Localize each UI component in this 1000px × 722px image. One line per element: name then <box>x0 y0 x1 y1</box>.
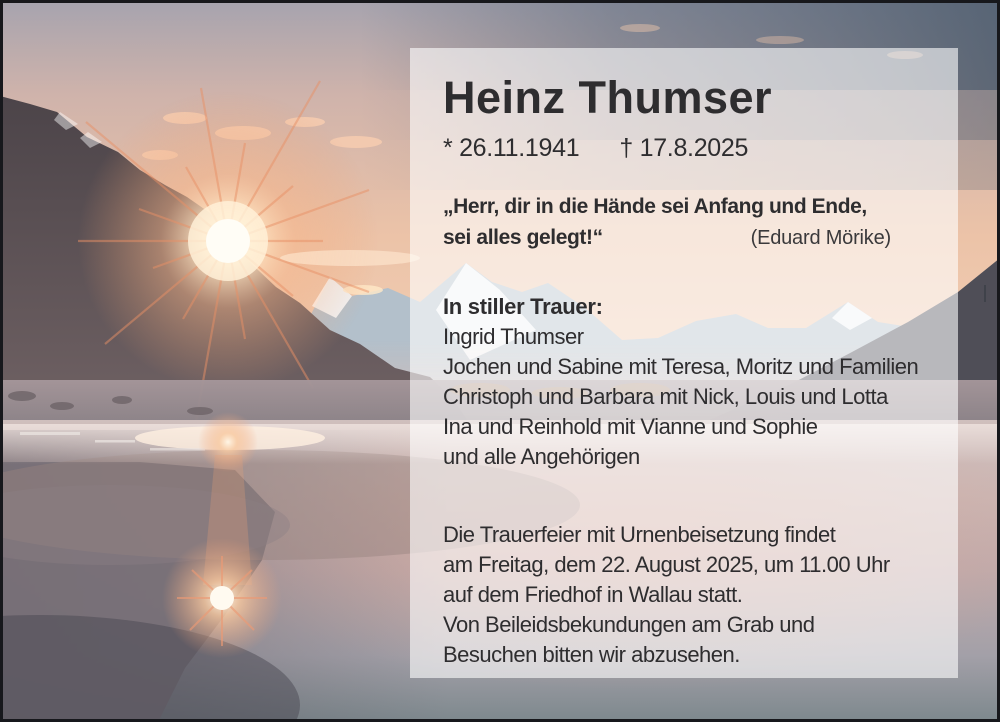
mourner-line: Ingrid Thumser <box>443 324 584 349</box>
mourners-block <box>443 292 918 472</box>
quote-attribution: (Eduard Mörike) <box>750 227 891 249</box>
ceremony-line: Von Beileidsbekundungen am Grab und <box>443 612 815 637</box>
memorial-quote <box>443 191 891 254</box>
ceremony-line: auf dem Friedhof in Wallau statt. <box>443 582 743 607</box>
quote-line-1: „Herr, dir in die Hände sei Anfang und Ende, <box>443 195 867 218</box>
mourning-header: In stiller Trauer: <box>443 294 603 319</box>
mourner-line: Christoph und Barbara mit Nick, Louis und Lotta <box>443 384 888 409</box>
ceremony-line: Besuchen bitten wir abzusehen. <box>443 642 740 667</box>
birth-date: * 26.11.1941 <box>443 134 580 162</box>
mourner-line: und alle Angehörigen <box>443 444 640 469</box>
mourner-line: Ina und Reinhold mit Vianne und Sophie <box>443 414 818 439</box>
deceased-name: Heinz Thumser <box>443 72 773 123</box>
ceremony-info-block <box>443 520 890 670</box>
ceremony-line: Die Trauerfeier mit Urnenbeisetzung findet <box>443 522 836 547</box>
notice-panel <box>410 48 958 678</box>
life-dates <box>443 134 748 163</box>
ceremony-line: am Freitag, dem 22. August 2025, um 11.00 Uhr <box>443 552 890 577</box>
mourner-line: Jochen und Sabine mit Teresa, Moritz und Familien <box>443 354 919 379</box>
quote-line-2: sei alles gelegt!“ <box>443 226 603 249</box>
death-date: † 17.8.2025 <box>619 134 749 162</box>
